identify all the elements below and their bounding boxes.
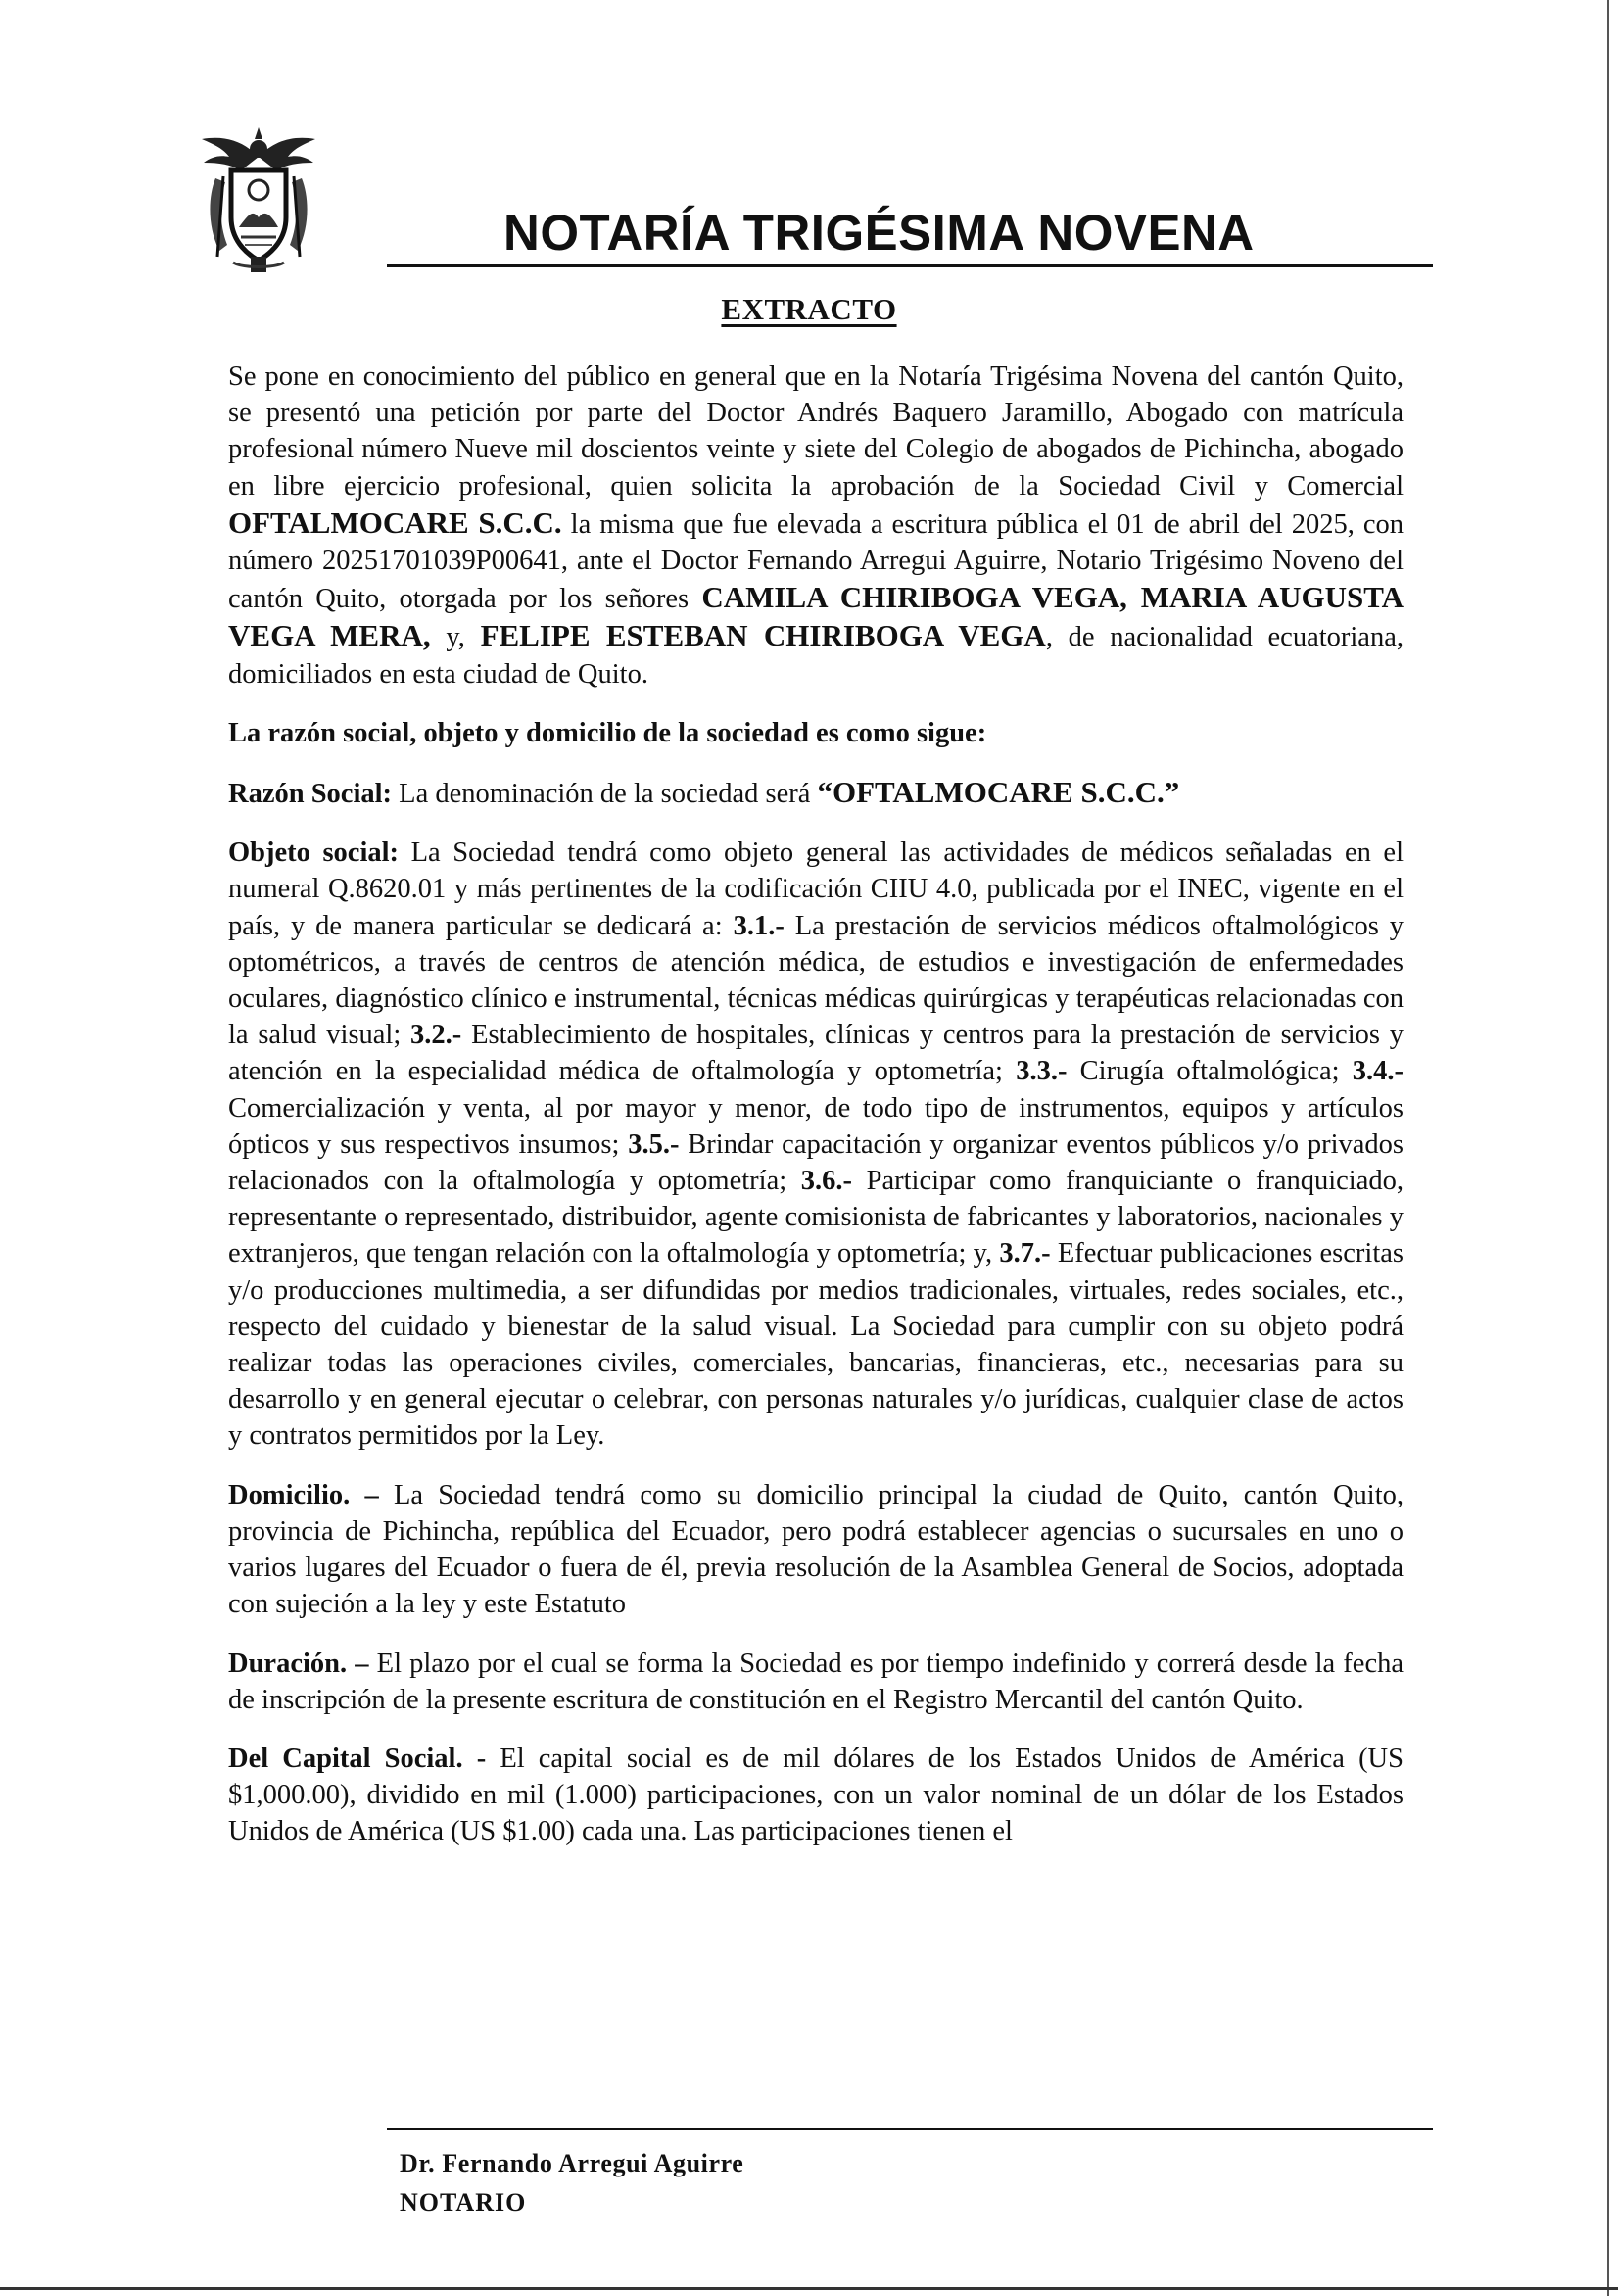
- section-title: EXTRACTO: [721, 292, 897, 326]
- razon-social-paragraph: [228, 774, 1404, 812]
- bold-run: Domicilio. –: [228, 1479, 379, 1510]
- bold-run: 3.4.-: [1352, 1056, 1404, 1087]
- text-run: Cirugía oftalmológica;: [1067, 1056, 1353, 1087]
- text-run: El capital social es de mil dólares de los Estados Unidos de América (US $1,000.00), dividido en mil (1.000) participaciones, con un valor nominal de un dólar de los Estados Unidos de América (US $1.00) cada una. Las participaciones tienen el: [228, 1743, 1404, 1847]
- bold-run: 3.6.-: [800, 1166, 853, 1197]
- text-run: Participar como franquiciante o franquiciado, representante o representado, distribuidor, agente comisionista de fabricantes y laboratorios, nacionales y extranjeros, que tengan relación con la oftalmología y optometría; y,: [228, 1166, 1404, 1269]
- text-run: la misma que fue elevada a escritura pública el 01 de abril del 2025, con número 20251701039P00641, ante el Doctor Fernando Arregui Aguirre, Notario Trigésimo Noveno del cantón Quito, otorgada por los señores: [228, 508, 1404, 615]
- bold-run: FELIPE ESTEBAN CHIRIBOGA VEGA: [480, 618, 1046, 653]
- text-run: Brindar capacitación y organizar eventos públicos y/o privados relacionados con la oftalmología y optometría;: [228, 1128, 1404, 1197]
- bold-run: CAMILA CHIRIBOGA VEGA, MARIA AUGUSTA VEGA MERA,: [228, 580, 1404, 653]
- text-run: Efectuar publicaciones escritas y/o producciones multimedia, a ser difundidas por medios tradicionales, virtuales, redes sociales, etc., respecto del cuidado y bienestar de la salud visual. La Sociedad para cumplir con su objeto podrá realizar todas las operaciones civiles, comerciales, bancarias, financieras, etc., necesarias para su desarrollo y en general ejecutar o celebrar, con personas naturales y/o jurídicas, cualquier clase de actos y contratos permitidos por la Ley.: [228, 1238, 1404, 1452]
- text-run: y,: [430, 622, 481, 653]
- bold-run: 3.5.-: [628, 1128, 680, 1160]
- signature-divider: [387, 2128, 1433, 2130]
- bold-run: 3.1.-: [733, 910, 785, 941]
- ecuador-coat-of-arms-icon: [194, 120, 323, 276]
- bold-run: Del Capital Social. -: [228, 1743, 487, 1774]
- text-run: La Sociedad tendrá como su domicilio principal la ciudad de Quito, cantón Quito, provincia de Pichincha, república del Ecuador, pero podrá establecer agencias o sucursales en uno o varios lugares del Ecuador o fuera de él, previa resolución de la Asamblea General de Socios, adoptada con sujeción a la ley y este Estatuto: [228, 1479, 1404, 1620]
- subheading-paragraph: [228, 715, 1404, 751]
- notary-signature-name: Dr. Fernando Arregui Aguirre: [400, 2149, 744, 2177]
- bold-run: “OFTALMOCARE S.C.C.”: [817, 775, 1180, 810]
- text-run: La prestación de servicios médicos oftalmológicos y optométricos, a través de centros de atención médica, de estudios e investigación de enfermedades oculares, diagnóstico clínico e instrumental, técnicas médicas quirúrgicas y terapéuticas relacionadas con la salud visual;: [228, 910, 1404, 1051]
- page-right-edge: [1607, 0, 1609, 2296]
- capital-paragraph: [228, 1741, 1404, 1850]
- text-run: Se pone en conocimiento del público en general que en la Notaría Trigésima Novena del cantón Quito, se presentó una petición por parte del Doctor Andrés Baquero Jaramillo, Abogado con matrícula profesional número Nueve mil doscientos veinte y siete del Colegio de abogados de Pichincha, abogado en libre ejercicio profesional, quien solicita la aprobación de la Sociedad Civil y Comercial: [228, 361, 1404, 502]
- objeto-social-paragraph: [228, 835, 1404, 1454]
- bold-run: Razón Social:: [228, 779, 393, 810]
- bold-run: OFTALMOCARE S.C.C.: [228, 504, 562, 540]
- domicilio-paragraph: [228, 1477, 1404, 1623]
- bold-run: 3.7.-: [999, 1238, 1051, 1269]
- bold-run: 3.2.-: [410, 1020, 462, 1051]
- notary-office-title: NOTARÍA TRIGÉSIMA NOVENA: [503, 205, 1255, 261]
- intro-paragraph: [228, 359, 1404, 693]
- text-run: El plazo por el cual se forma la Sociedad es por tiempo indefinido y correrá desde la fecha de inscripción de la presente escritura de constitución en el Registro Mercantil del cantón Quito.: [228, 1648, 1404, 1715]
- bold-run: 3.3.-: [1016, 1056, 1068, 1087]
- notary-signature-role: NOTARIO: [400, 2188, 527, 2217]
- bold-run: Objeto social:: [228, 837, 400, 869]
- document-body: [228, 359, 1404, 1850]
- text-run: Comercialización y venta, al por mayor y menor, de todo tipo de instrumentos, equipos y artículos ópticos y sus respectivos insumos;: [228, 1092, 1404, 1160]
- bold-run: Duración. –: [228, 1648, 369, 1679]
- text-run: La denominación de la sociedad será: [392, 779, 818, 810]
- bold-run: La razón social, objeto y domicilio de la sociedad es como sigue:: [228, 717, 987, 748]
- text-run: , de nacionalidad ecuatoriana, domiciliados en esta ciudad de Quito.: [228, 622, 1404, 690]
- header-divider: [387, 264, 1433, 267]
- duracion-paragraph: [228, 1646, 1404, 1718]
- text-run: La Sociedad tendrá como objeto general las actividades de médicos señaladas en el numeral Q.8620.01 y más pertinentes de la codificación CIIU 4.0, publicada por el INEC, vigente en el país, y de manera particular se dedicará a:: [228, 837, 1404, 941]
- text-run: Establecimiento de hospitales, clínicas y centros para la prestación de servicios y atención en la especialidad médica de oftalmología y optometría;: [228, 1020, 1404, 1087]
- page-bottom-edge: [0, 2287, 1618, 2290]
